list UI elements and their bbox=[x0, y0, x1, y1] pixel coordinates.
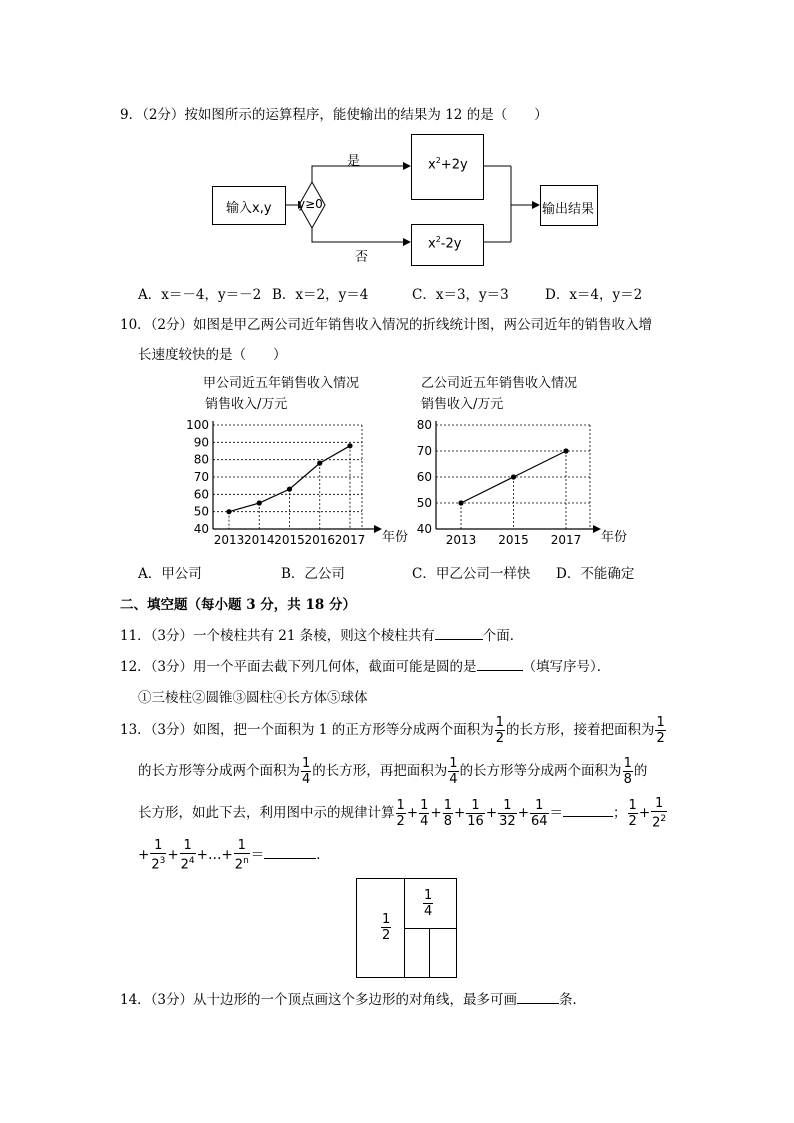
arrow-head bbox=[532, 201, 540, 209]
data-point bbox=[458, 500, 463, 505]
section2-title: 二、填空题（每小题 3 分，共 18 分） bbox=[120, 597, 356, 613]
q13-answer-blank-1 bbox=[563, 804, 613, 817]
expr-bottom-box bbox=[411, 224, 484, 266]
yes-label: 是 bbox=[347, 154, 361, 169]
y-tick-label: 80 bbox=[416, 418, 432, 432]
data-point bbox=[563, 448, 568, 453]
q9-option-d: D．x＝4，y＝2 bbox=[545, 287, 643, 303]
expr-top: $x^2+2y$ bbox=[428, 156, 468, 173]
q11-answer-blank bbox=[435, 627, 483, 640]
y-tick-label: 60 bbox=[416, 470, 432, 484]
frac-1-2: $\frac{1}{2}$ bbox=[656, 715, 665, 746]
y-axis-label: 销售收入/万元 bbox=[205, 397, 288, 412]
y-tick-label: 80 bbox=[193, 452, 209, 467]
x-tick-label: 2013 bbox=[213, 533, 245, 547]
q13-line3: 长方形，如此下去，利用图中示的规律计算 $\frac{1}{2}$ + $\frac{1}{4}$ + $\frac{1}{8}$ + $\frac{1}{16}$ + $\frac{1}{32}$ + $\frac{1}{64}$ ＝ ； $\frac{1}{2}$ + $\frac{1}{2^2}$ bbox=[138, 796, 667, 831]
q14-answer-blank bbox=[517, 991, 559, 1004]
x-axis-label: 年份 bbox=[601, 530, 628, 545]
x-tick-label: 2015 bbox=[498, 533, 529, 547]
condition-label: y≥0 bbox=[298, 197, 323, 211]
q13-line4: + $\frac{1}{2^3}$ + $\frac{1}{2^4}$ +…+ $\frac{1}{2^n}$ ＝ ． bbox=[138, 838, 330, 873]
q10-option-c: C．甲乙公司一样快 bbox=[412, 566, 531, 582]
q9-option-b: B．x＝2，y＝4 bbox=[272, 287, 369, 303]
frac-1-4: $\frac{1}{4}$ bbox=[449, 756, 458, 787]
input-label: 输入x,y bbox=[226, 201, 272, 216]
q9-option-c: C．x＝3，y＝3 bbox=[412, 287, 509, 303]
x-tick-label: 2017 bbox=[550, 533, 582, 547]
y-tick-label: 60 bbox=[193, 487, 209, 502]
y-tick-label: 40 bbox=[416, 522, 432, 536]
q10-option-b: B．乙公司 bbox=[281, 566, 345, 582]
q12-answer-blank bbox=[477, 658, 523, 671]
frac-1-2: $\frac{1}{2}$ bbox=[495, 715, 504, 746]
expr-bottom: $x^2-2y$ bbox=[428, 235, 462, 252]
y-tick-label: 50 bbox=[416, 496, 432, 510]
x-tick-label: 2017 bbox=[334, 533, 366, 547]
x-tick-label: 2014 bbox=[243, 533, 275, 547]
input-box bbox=[212, 186, 286, 225]
q10-option-d: D．不能确定 bbox=[556, 566, 635, 582]
arrow-head bbox=[403, 162, 411, 170]
q12-choices: ①三棱柱②圆锥③圆柱④长方体⑤球体 bbox=[138, 690, 368, 706]
divider-vertical-2 bbox=[429, 928, 430, 978]
q13-line1: 13．（3分）如图，把一个面积为 1 的正方形等分成两个面积为 $\frac{1}{2}$ 的长方形，接着把面积为 $\frac{1}{2}$ bbox=[120, 715, 665, 746]
flowchart-lines bbox=[0, 0, 794, 300]
data-point bbox=[511, 474, 516, 479]
y-axis-label: 销售收入/万元 bbox=[421, 397, 504, 412]
x-axis-label: 年份 bbox=[382, 530, 409, 545]
q10-stem-line1: 10．（2分）如图是甲乙两公司近年销售收入情况的折线统计图，两公司近年的销售收入增 bbox=[120, 317, 653, 333]
q14: 14．（3分）从十边形的一个顶点画这个多边形的对角线，最多可画 条． bbox=[120, 992, 587, 1008]
divider-horizontal bbox=[404, 928, 456, 929]
q9-option-a: A．x＝－4，y＝－2 bbox=[138, 287, 262, 303]
y-tick-label: 90 bbox=[193, 435, 209, 450]
q11: 11．（3分）一个棱柱共有 21 条棱，则这个棱柱共有 个面． bbox=[120, 628, 524, 644]
y-tick-label: 70 bbox=[193, 470, 209, 484]
output-box bbox=[540, 185, 598, 226]
no-label: 否 bbox=[355, 250, 369, 265]
y-tick-label: 40 bbox=[193, 522, 209, 536]
figure-label-quarter: $\frac{1}{4}$ bbox=[424, 888, 433, 919]
q12: 12．（3分）用一个平面去截下列几何体，截面可能是圆的是 （填写序号）． bbox=[120, 659, 611, 675]
chart-title: 甲公司近五年销售收入情况 bbox=[203, 376, 360, 391]
frac-1-8: $\frac{1}{8}$ bbox=[623, 756, 632, 787]
x-axis-arrow bbox=[593, 525, 601, 533]
q10-stem-line2: 长速度较快的是（ ） bbox=[138, 347, 287, 363]
y-tick-label: 70 bbox=[416, 444, 432, 458]
arrow-head bbox=[403, 238, 411, 246]
q13-answer-blank-2 bbox=[264, 846, 316, 859]
q10-option-a: A．甲公司 bbox=[138, 566, 202, 582]
y-tick-label: 100 bbox=[186, 418, 209, 432]
x-tick-label: 2016 bbox=[304, 533, 336, 547]
q13-line2: 的长方形等分成两个面积为 $\frac{1}{4}$ 的长方形，再把面积为 $\frac{1}{4}$ 的长方形等分成两个面积为 $\frac{1}{8}$ 的 bbox=[138, 756, 648, 787]
chart-company-yi bbox=[0, 370, 794, 550]
frac-1-4: $\frac{1}{4}$ bbox=[302, 756, 311, 787]
chart-title: 乙公司近五年销售收入情况 bbox=[421, 376, 578, 391]
x-tick-label: 2013 bbox=[445, 533, 477, 547]
y-tick-label: 50 bbox=[193, 504, 209, 519]
x-tick-label: 2015 bbox=[274, 533, 305, 547]
q9-stem: 9．（2分）按如图所示的运算程序，能使输出的结果为 12 的是（ ） bbox=[120, 107, 548, 123]
figure-label-half: $\frac{1}{2}$ bbox=[382, 912, 391, 943]
expr-top-box bbox=[411, 134, 484, 200]
no-branch bbox=[312, 228, 405, 242]
output-label: 输出结果 bbox=[542, 202, 595, 217]
